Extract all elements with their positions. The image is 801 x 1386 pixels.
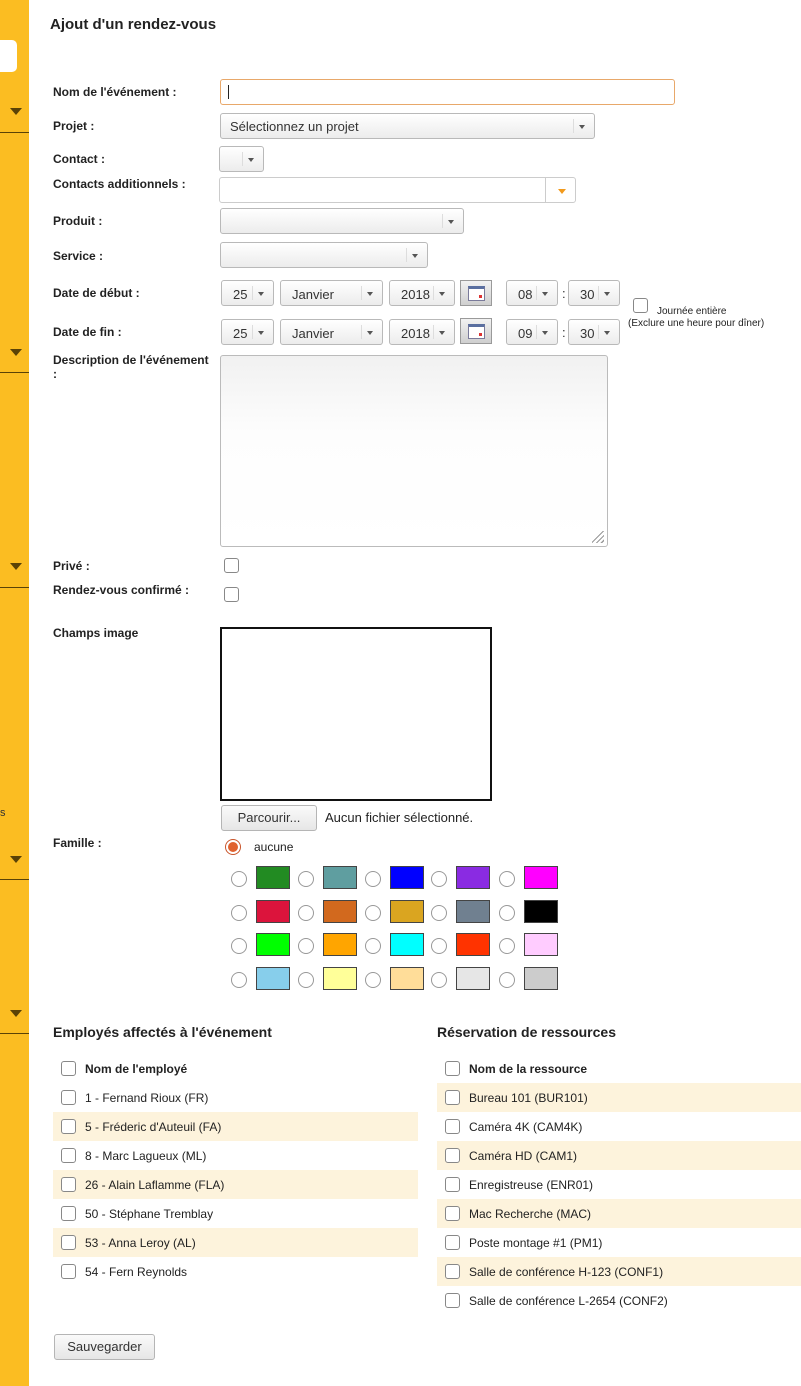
row-label: 54 - Fern Reynolds [85, 1265, 188, 1279]
project-select-value: Sélectionnez un projet [230, 119, 359, 134]
chevron-down-icon [542, 292, 548, 296]
row-checkbox[interactable] [445, 1177, 460, 1192]
description-textarea[interactable] [220, 355, 608, 547]
end-day-select[interactable] [221, 319, 274, 345]
chevron-down-icon[interactable] [10, 563, 22, 570]
start-hour-select[interactable] [506, 280, 558, 306]
family-radio[interactable] [231, 871, 247, 887]
end-hour-select[interactable] [506, 319, 558, 345]
resources-select-all-checkbox[interactable] [445, 1061, 460, 1076]
start-month-select[interactable] [280, 280, 383, 306]
end-calendar-button[interactable] [460, 318, 492, 344]
chevron-down-icon[interactable] [10, 856, 22, 863]
row-label: Mac Recherche (MAC) [469, 1207, 592, 1221]
start-hour-value: 08 [518, 287, 533, 302]
row-checkbox[interactable] [61, 1177, 76, 1192]
chevron-down-icon[interactable] [10, 349, 22, 356]
employees-header-row [53, 1054, 418, 1083]
label-service: Service : [53, 249, 104, 263]
start-year-value: 2018 [401, 287, 430, 302]
label-event-name: Nom de l'événement : [53, 85, 177, 99]
chevron-down-icon[interactable] [10, 108, 22, 115]
calendar-icon [468, 324, 485, 339]
select-separator [598, 325, 599, 339]
contact-select[interactable] [219, 146, 264, 172]
calendar-icon [468, 286, 485, 301]
family-radio[interactable] [499, 972, 515, 988]
family-color-swatch[interactable] [323, 967, 357, 990]
row-checkbox[interactable] [61, 1119, 76, 1134]
family-radio[interactable] [298, 871, 314, 887]
family-radio[interactable] [499, 905, 515, 921]
label-additional-contacts: Contacts additionnels : [53, 177, 186, 191]
row-label: Bureau 101 (BUR101) [469, 1091, 588, 1105]
family-color-swatch[interactable] [524, 900, 558, 923]
row-checkbox[interactable] [61, 1090, 76, 1105]
family-color-swatch[interactable] [524, 866, 558, 889]
row-label: 50 - Stéphane Tremblay [85, 1207, 214, 1221]
family-radio[interactable] [499, 938, 515, 954]
sidebar-partial-text: s [0, 807, 6, 819]
sidebar-divider [0, 132, 29, 133]
family-color-swatch[interactable] [390, 866, 424, 889]
chevron-down-icon [412, 254, 418, 258]
resources-header-row [437, 1054, 801, 1083]
family-color-swatch[interactable] [456, 967, 490, 990]
row-label: Caméra HD (CAM1) [469, 1149, 578, 1163]
start-year-select[interactable] [389, 280, 455, 306]
select-separator [406, 248, 407, 262]
row-label: Salle de conférence L-2654 (CONF2) [469, 1294, 668, 1308]
row-label: 26 - Alain Laflamme (FLA) [85, 1178, 225, 1192]
family-color-swatch[interactable] [524, 933, 558, 956]
family-color-swatch[interactable] [456, 866, 490, 889]
family-color-swatch[interactable] [390, 933, 424, 956]
time-colon: : [562, 325, 566, 340]
start-minute-select[interactable] [568, 280, 620, 306]
family-color-swatch[interactable] [323, 866, 357, 889]
employees-section-title: Employés affectés à l'événement [53, 1024, 272, 1040]
all-day-note: (Exclure une heure pour dîner) [628, 318, 765, 329]
list-item [437, 1228, 801, 1257]
chevron-down-icon [579, 125, 585, 129]
resources-section-title: Réservation de ressources [437, 1024, 616, 1040]
chevron-down-icon[interactable] [10, 1010, 22, 1017]
row-checkbox[interactable] [61, 1264, 76, 1279]
service-select[interactable] [220, 242, 428, 268]
family-radio[interactable] [365, 972, 381, 988]
select-separator [545, 178, 546, 202]
all-day-checkbox[interactable] [633, 298, 648, 313]
file-status: Aucun fichier sélectionné. [325, 810, 474, 825]
list-item [437, 1112, 801, 1141]
family-color-swatch[interactable] [390, 967, 424, 990]
list-item [53, 1199, 418, 1228]
sidebar-divider [0, 372, 29, 373]
row-checkbox[interactable] [445, 1148, 460, 1163]
select-separator [252, 286, 253, 300]
start-month-value: Janvier [292, 287, 334, 302]
list-item [437, 1199, 801, 1228]
chevron-down-icon [258, 292, 264, 296]
chevron-down-icon [558, 189, 566, 194]
end-day-value: 25 [233, 326, 248, 341]
additional-contacts-select[interactable] [219, 177, 576, 203]
chevron-down-icon [439, 331, 445, 335]
family-radio[interactable] [298, 938, 314, 954]
end-hour-value: 09 [518, 326, 533, 341]
row-checkbox[interactable] [61, 1235, 76, 1250]
family-color-swatch[interactable] [256, 900, 290, 923]
family-radio[interactable] [298, 905, 314, 921]
sidebar-tab[interactable] [0, 40, 17, 72]
end-year-select[interactable] [389, 319, 455, 345]
chevron-down-icon [604, 292, 610, 296]
list-item [437, 1257, 801, 1286]
start-minute-value: 30 [580, 287, 595, 302]
label-image-field: Champs image [53, 626, 139, 640]
label-start-date: Date de début : [53, 286, 140, 300]
row-label: 1 - Fernand Rioux (FR) [85, 1091, 209, 1105]
family-color-swatch[interactable] [456, 933, 490, 956]
end-year-value: 2018 [401, 326, 430, 341]
resources-header-label: Nom de la ressource [469, 1062, 588, 1076]
row-checkbox[interactable] [61, 1206, 76, 1221]
family-color-swatch[interactable] [323, 900, 357, 923]
start-calendar-button[interactable] [460, 280, 492, 306]
family-radio[interactable] [231, 938, 247, 954]
chevron-down-icon [542, 331, 548, 335]
select-separator [598, 286, 599, 300]
row-label: Caméra 4K (CAM4K) [469, 1120, 583, 1134]
start-day-value: 25 [233, 287, 248, 302]
chevron-down-icon [604, 331, 610, 335]
list-item [437, 1083, 801, 1112]
list-item [437, 1170, 801, 1199]
label-description: Description de l'événement : [53, 353, 209, 381]
family-none-label: aucune [254, 840, 294, 854]
row-label: 53 - Anna Leroy (AL) [85, 1236, 196, 1250]
select-separator [433, 286, 434, 300]
end-minute-value: 30 [580, 326, 595, 341]
text-caret [228, 85, 229, 99]
family-color-swatch[interactable] [256, 866, 290, 889]
select-separator [433, 325, 434, 339]
family-color-swatch[interactable] [456, 900, 490, 923]
list-item [53, 1170, 418, 1199]
row-checkbox[interactable] [445, 1264, 460, 1279]
family-color-swatch[interactable] [390, 900, 424, 923]
row-label: 5 - Fréderic d'Auteuil (FA) [85, 1120, 222, 1134]
select-separator [573, 119, 574, 133]
family-radio[interactable] [231, 972, 247, 988]
chevron-down-icon [367, 292, 373, 296]
list-item [437, 1141, 801, 1170]
save-button[interactable]: Sauvegarder [54, 1334, 155, 1360]
sidebar-divider [0, 587, 29, 588]
confirmed-checkbox[interactable] [224, 587, 239, 602]
select-separator [361, 325, 362, 339]
family-radio[interactable] [431, 871, 447, 887]
all-day-label: Journée entière [657, 306, 727, 317]
end-month-select[interactable] [280, 319, 383, 345]
select-separator [536, 325, 537, 339]
list-item [53, 1112, 418, 1141]
label-product: Produit : [53, 214, 103, 228]
row-checkbox[interactable] [61, 1148, 76, 1163]
employees-header-label: Nom de l'employé [85, 1062, 188, 1076]
select-separator [252, 325, 253, 339]
family-radio[interactable] [431, 938, 447, 954]
family-color-swatch[interactable] [256, 933, 290, 956]
browse-button[interactable]: Parcourir... [221, 805, 317, 831]
list-item [53, 1141, 418, 1170]
row-label: Enregistreuse (ENR01) [469, 1178, 594, 1192]
private-checkbox[interactable] [224, 558, 239, 573]
list-item [53, 1083, 418, 1112]
family-radio[interactable] [431, 905, 447, 921]
row-checkbox[interactable] [445, 1293, 460, 1308]
family-radio[interactable] [431, 972, 447, 988]
sidebar-divider [0, 1033, 29, 1034]
end-month-value: Janvier [292, 326, 334, 341]
family-radio[interactable] [365, 871, 381, 887]
resize-grip-icon[interactable] [592, 531, 604, 543]
time-colon: : [562, 286, 566, 301]
row-checkbox[interactable] [445, 1119, 460, 1134]
row-checkbox[interactable] [445, 1090, 460, 1105]
family-radio[interactable] [365, 938, 381, 954]
select-separator [361, 286, 362, 300]
row-label: Salle de conférence H-123 (CONF1) [469, 1265, 664, 1279]
event-name-input[interactable] [220, 79, 675, 105]
select-separator [536, 286, 537, 300]
chevron-down-icon [439, 292, 445, 296]
chevron-down-icon [258, 331, 264, 335]
sidebar [0, 0, 29, 1386]
project-select[interactable] [220, 113, 595, 139]
family-radio[interactable] [231, 905, 247, 921]
label-family: Famille : [53, 836, 102, 850]
label-private: Privé : [53, 559, 90, 573]
chevron-down-icon [448, 220, 454, 224]
family-color-swatch[interactable] [256, 967, 290, 990]
family-radio-none[interactable] [225, 839, 241, 855]
label-project: Projet : [53, 119, 95, 133]
sidebar-divider [0, 879, 29, 880]
label-confirmed: Rendez-vous confirmé : [53, 583, 190, 597]
chevron-down-icon [367, 331, 373, 335]
list-item [53, 1257, 418, 1286]
select-separator [442, 214, 443, 228]
row-checkbox[interactable] [445, 1206, 460, 1221]
family-radio[interactable] [365, 905, 381, 921]
row-label: Poste montage #1 (PM1) [469, 1236, 603, 1250]
family-radio[interactable] [298, 972, 314, 988]
start-day-select[interactable] [221, 280, 274, 306]
list-item [437, 1286, 801, 1315]
label-contact: Contact : [53, 152, 105, 166]
row-label: 8 - Marc Lagueux (ML) [85, 1149, 207, 1163]
family-color-swatch[interactable] [323, 933, 357, 956]
image-preview [220, 627, 492, 801]
family-color-swatch[interactable] [524, 967, 558, 990]
product-select[interactable] [220, 208, 464, 234]
family-radio[interactable] [499, 871, 515, 887]
select-separator [242, 152, 243, 166]
chevron-down-icon [248, 158, 254, 162]
page-title: Ajout d'un rendez-vous [50, 16, 217, 33]
list-item [53, 1228, 418, 1257]
employees-select-all-checkbox[interactable] [61, 1061, 76, 1076]
label-end-date: Date de fin : [53, 325, 122, 339]
end-minute-select[interactable] [568, 319, 620, 345]
row-checkbox[interactable] [445, 1235, 460, 1250]
